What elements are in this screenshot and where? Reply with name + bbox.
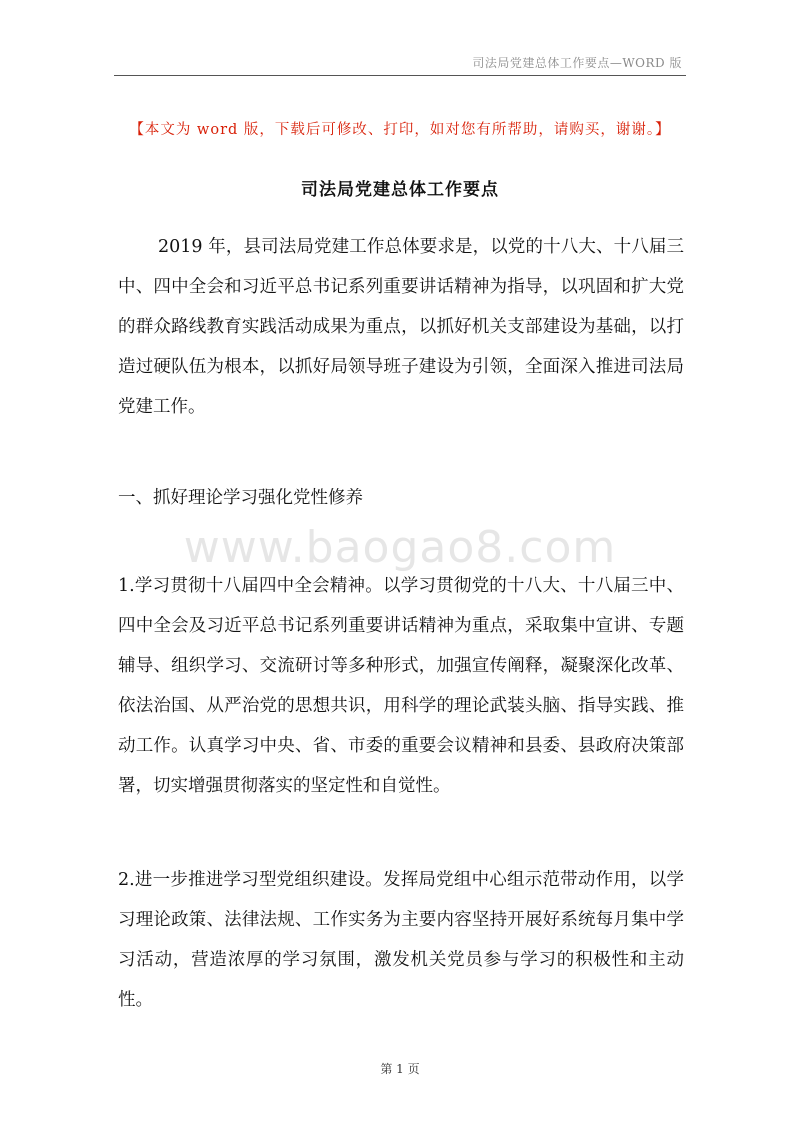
document-title: 司法局党建总体工作要点 — [301, 180, 499, 200]
page-number: 第 1 页 — [380, 1062, 420, 1076]
item-paragraph-1: 1.学习贯彻十八届四中全会精神。以学习贯彻党的十八大、十八届三中、四中全会及习近平总书记系列重要讲话精神为重点，采取集中宣讲、专题辅导、组织学习、交流研讨等多种形式，加强宣传阐释，凝聚深化改革、依法治国、从严治党的思想共识，用科学的理论武装头脑、指导实践、推动工作。认真学习中央、省、市委的重要会议精神和县委、县政府决策部署，切实增强贯彻落实的坚定性和自觉性。 — [118, 576, 684, 796]
item-paragraph-2: 2.进一步推进学习型党组织建设。发挥局党组中心组示范带动作用，以学习理论政策、法律法规、工作实务为主要内容坚持开展好系统每月集中学习活动，营造浓厚的学习氛围，激发机关党员参与学习的积极性和主动性。 — [118, 870, 684, 1010]
intro-paragraph: 2019 年，县司法局党建工作总体要求是，以党的十八大、十八届三中、四中全会和习近平总书记系列重要讲话精神为指导，以巩固和扩大党的群众路线教育实践活动成果为重点，以抓好机关支部建设为基础，以打造过硬队伍为根本，以抓好局领导班子建设为引领，全面深入推进司法局党建工作。 — [118, 237, 684, 417]
download-notice: 【本文为 word 版，下载后可修改、打印，如对您有所帮助，请购买，谢谢。】 — [129, 122, 671, 138]
watermark: www.baogao8.com — [183, 522, 617, 573]
header-divider — [114, 75, 686, 76]
section-heading-1: 一、抓好理论学习强化党性修养 — [118, 488, 363, 508]
running-header: 司法局党建总体工作要点—WORD 版 — [472, 56, 682, 70]
